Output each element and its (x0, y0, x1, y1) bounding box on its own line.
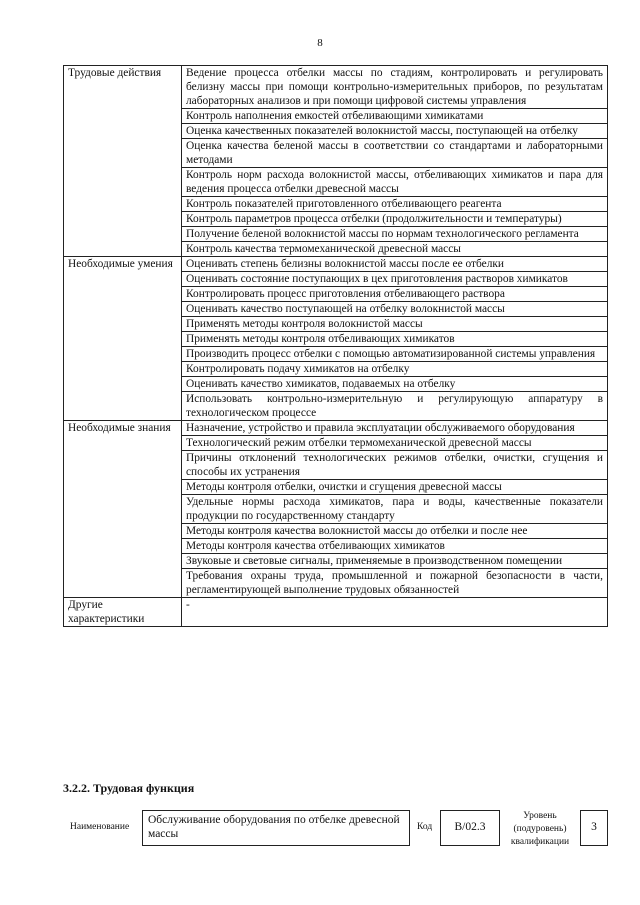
qualification-level-box: 3 (580, 810, 608, 846)
requirement-cell: Звуковые и световые сигналы, применяемые в производственном помещении (182, 554, 608, 569)
table-row (64, 257, 608, 272)
requirement-cell: Технологический режим отбелки термомеханической древесной массы (182, 436, 608, 451)
requirement-cell: Применять методы контроля волокнистой массы (182, 317, 608, 332)
requirement-cell: Применять методы контроля отбеливающих химикатов (182, 332, 608, 347)
requirement-cell: Контроль норм расхода волокнистой массы, отбеливающих химикатов и пара для ведения процесса отбелки древесной массы (182, 168, 608, 197)
requirement-cell: - (182, 598, 608, 627)
requirement-cell: Контроль наполнения емкостей отбеливающими химикатами (182, 109, 608, 124)
requirement-cell: Удельные нормы расхода химикатов, пара и воды, качественные показатели продукции по государственному стандарту (182, 495, 608, 524)
requirement-cell: Методы контроля отбелки, очистки и сгущения древесной массы (182, 480, 608, 495)
requirement-cell: Контролировать процесс приготовления отбеливающего раствора (182, 287, 608, 302)
requirement-cell: Оценивать состояние поступающих в цех приготовления растворов химикатов (182, 272, 608, 287)
requirement-cell: Методы контроля качества отбеливающих химикатов (182, 539, 608, 554)
function-name-box: Обслуживание оборудования по отбелке древесной массы (142, 810, 410, 846)
requirement-cell: Требования охраны труда, промышленной и пожарной безопасности в части, регламентирующей выполнение трудовых обязанностей (182, 569, 608, 598)
category-cell: Необходимые умения (64, 257, 182, 421)
requirement-cell: Оценивать степень белизны волокнистой массы после ее отбелки (182, 257, 608, 272)
requirement-cell: Назначение, устройство и правила эксплуатации обслуживаемого оборудования (182, 421, 608, 436)
requirement-cell: Контроль параметров процесса отбелки (продолжительности и температуры) (182, 212, 608, 227)
requirement-cell: Получение беленой волокнистой массы по нормам технологического регламента (182, 227, 608, 242)
requirement-cell: Оценивать качество химикатов, подаваемых на отбелку (182, 377, 608, 392)
category-cell: Другие характеристики (64, 598, 182, 627)
requirement-cell: Оценивать качество поступающей на отбелку волокнистой массы (182, 302, 608, 317)
requirements-table (63, 65, 608, 627)
category-cell: Трудовые действия (64, 66, 182, 257)
page-number: 8 (317, 37, 323, 49)
requirement-cell: Контролировать подачу химикатов на отбелку (182, 362, 608, 377)
requirement-cell: Ведение процесса отбелки массы по стадиям, контролировать и регулировать белизну массы при помощи контрольно-измерительных приборов, по результатам лабораторных анализов и при помощи цифровой системы управления (182, 66, 608, 109)
section-title: 3.2.2. Трудовая функция (63, 781, 195, 795)
requirement-cell: Методы контроля качества волокнистой массы до отбелки и после нее (182, 524, 608, 539)
category-cell: Необходимые знания (64, 421, 182, 598)
level-label: Уровень (подуровень) квалификации (510, 811, 570, 847)
requirement-cell: Производить процесс отбелки с помощью автоматизированной системы управления (182, 347, 608, 362)
table-row (64, 421, 608, 436)
requirement-cell: Оценка качественных показателей волокнистой массы, поступающей на отбелку (182, 124, 608, 139)
table-row (64, 598, 608, 627)
requirement-cell: Контроль показателей приготовленного отбеливающего реагента (182, 197, 608, 212)
requirement-cell: Оценка качества беленой массы в соответствии со стандартами и лабораторными методами (182, 139, 608, 168)
name-label: Наименование (70, 822, 130, 832)
requirement-cell: Контроль качества термомеханической древесной массы (182, 242, 608, 257)
table-row (64, 66, 608, 109)
requirement-cell: Использовать контрольно-измерительную и регулирующую аппаратуру в технологическом процессе (182, 392, 608, 421)
code-label: Код (417, 822, 433, 832)
function-code-box: В/02.3 (440, 810, 500, 846)
requirement-cell: Причины отклонений технологических режимов отбелки, очистки, сгущения и способы их устранения (182, 451, 608, 480)
